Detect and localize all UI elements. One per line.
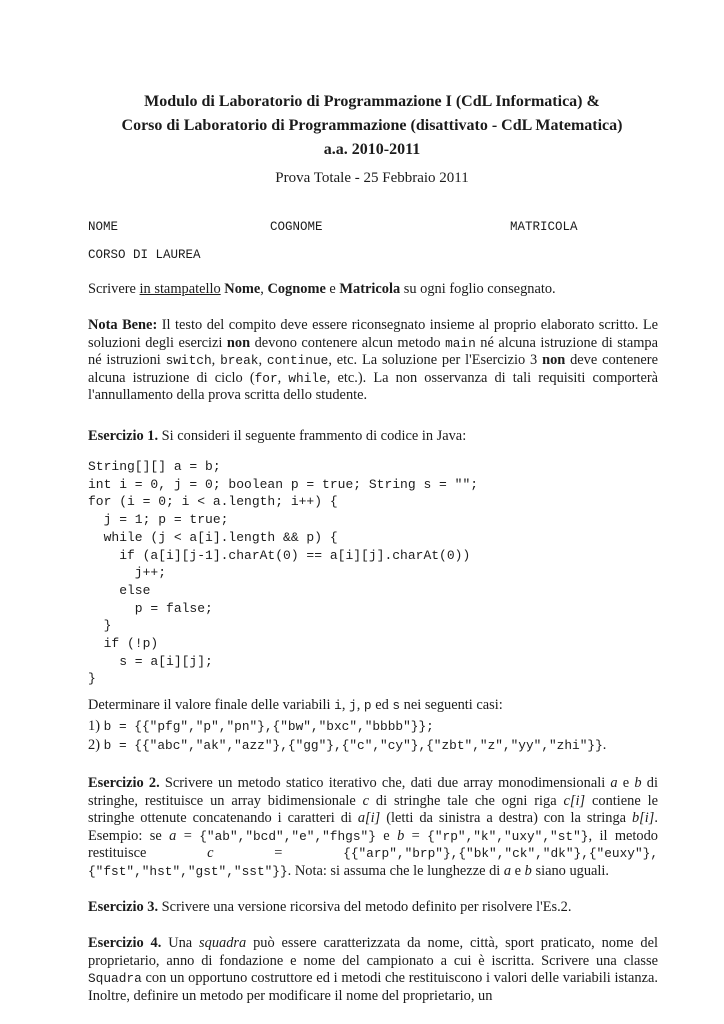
field-cognome: COGNOME: [270, 220, 323, 234]
es2-text: Esercizio 2. Scrivere un metodo statico iterativo che, dati due array monodimensionali a e b di stringhe, restituisce un array bidimensionale c di stringhe tale che ogni riga c[i] contiene le stringhe ottenute concatenando i caratteri di a[i] (letti da sinistra a destra) con la stringa b[i]. Esempio: se a = {"ab","bcd","e","fhgs"} e b = {"rp","k","uxy","st"}, il metodo restituisce c = {{"arp","brp"},{"bk","ck","dk"},{"euxy"},{"fst","hst","gst","sst"}}. Nota: si assuma che le lunghezze di a e b siano uguali.: [88, 775, 659, 879]
es1-label: Esercizio 1.: [88, 428, 159, 444]
es1-code: String[][] a = b; int i = 0, j = 0; boolean p = true; String s = ""; for (i = 0; i < a.length; i++) { j = 1; p = true; while (j < a[i].length && p) { if (a[i][j-1].charAt(0) == a[i][j].charAt(0)) j++; else p = false; } if (!p) s = a[i][j]; }: [88, 459, 479, 687]
es1-case-1: 1) b = {{"pfg","p","pn"},{"bw","bxc","bbbb"}};: [88, 718, 434, 734]
es2-label: Esercizio 2.: [88, 775, 160, 791]
header-line-2: Corso di Laboratorio di Programmazione (disattivato - CdL Matematica): [121, 117, 623, 134]
header-line-1: Modulo di Laboratorio di Programmazione I (CdL Informatica) &: [144, 93, 600, 110]
es3-label: Esercizio 3.: [88, 899, 159, 915]
es1-case-2: 2) b = {{"abc","ak","azz"},{"gg"},{"c","cy"},{"zbt","z","yy","zhi"}}.: [88, 737, 607, 753]
stampatello-underline: in stampatello: [139, 281, 221, 297]
field-matricola: MATRICOLA: [510, 220, 578, 234]
es4-label: Esercizio 4.: [88, 935, 162, 951]
nota-label: Nota Bene:: [88, 317, 158, 333]
es1-intro: Esercizio 1. Si consideri il seguente frammento di codice in Java:: [88, 428, 467, 444]
es4-text: Esercizio 4. Una squadra può essere caratterizzata da nome, città, sport praticato, nome del proprietario, anno di fondazione e nome del campionato a cui è iscritta. Scrivere una classe Squadra con un opportuno costruttore ed i metodi che restituiscono i valori delle variabili istanza. Inoltre, definire un metodo per modificare il nome del proprietario, un: [88, 935, 659, 1004]
header-line-3: a.a. 2010-2011: [323, 141, 421, 158]
instruction-text: Scrivere in stampatello Nome, Cognome e Matricola su ogni foglio consegnato.: [88, 281, 556, 297]
es1-question: Determinare il valore finale delle variabili i, j, p ed s nei seguenti casi:: [88, 697, 503, 713]
exam-date: Prova Totale - 25 Febbraio 2011: [275, 170, 469, 186]
field-nome: NOME: [88, 220, 119, 234]
es3-text: Esercizio 3. Scrivere una versione ricorsiva del metodo definito per risolvere l'Es.2.: [88, 899, 572, 915]
field-corso: CORSO DI LAUREA: [88, 248, 201, 262]
nota-bene: Nota Bene: Il testo del compito deve essere riconsegnato insieme al proprio elaborato scritto. Le soluzioni degli esercizi non devono contenere alcun metodo main né alcuna istruzione di stampa né istruzioni switch, break, continue, etc. La soluzione per l'Esercizio 3 non deve contenere alcuna istruzione di ciclo (for, while, etc.). La non osservanza di tali requisiti comporterà l'annullamento della prova scritta dello studente.: [88, 317, 659, 404]
